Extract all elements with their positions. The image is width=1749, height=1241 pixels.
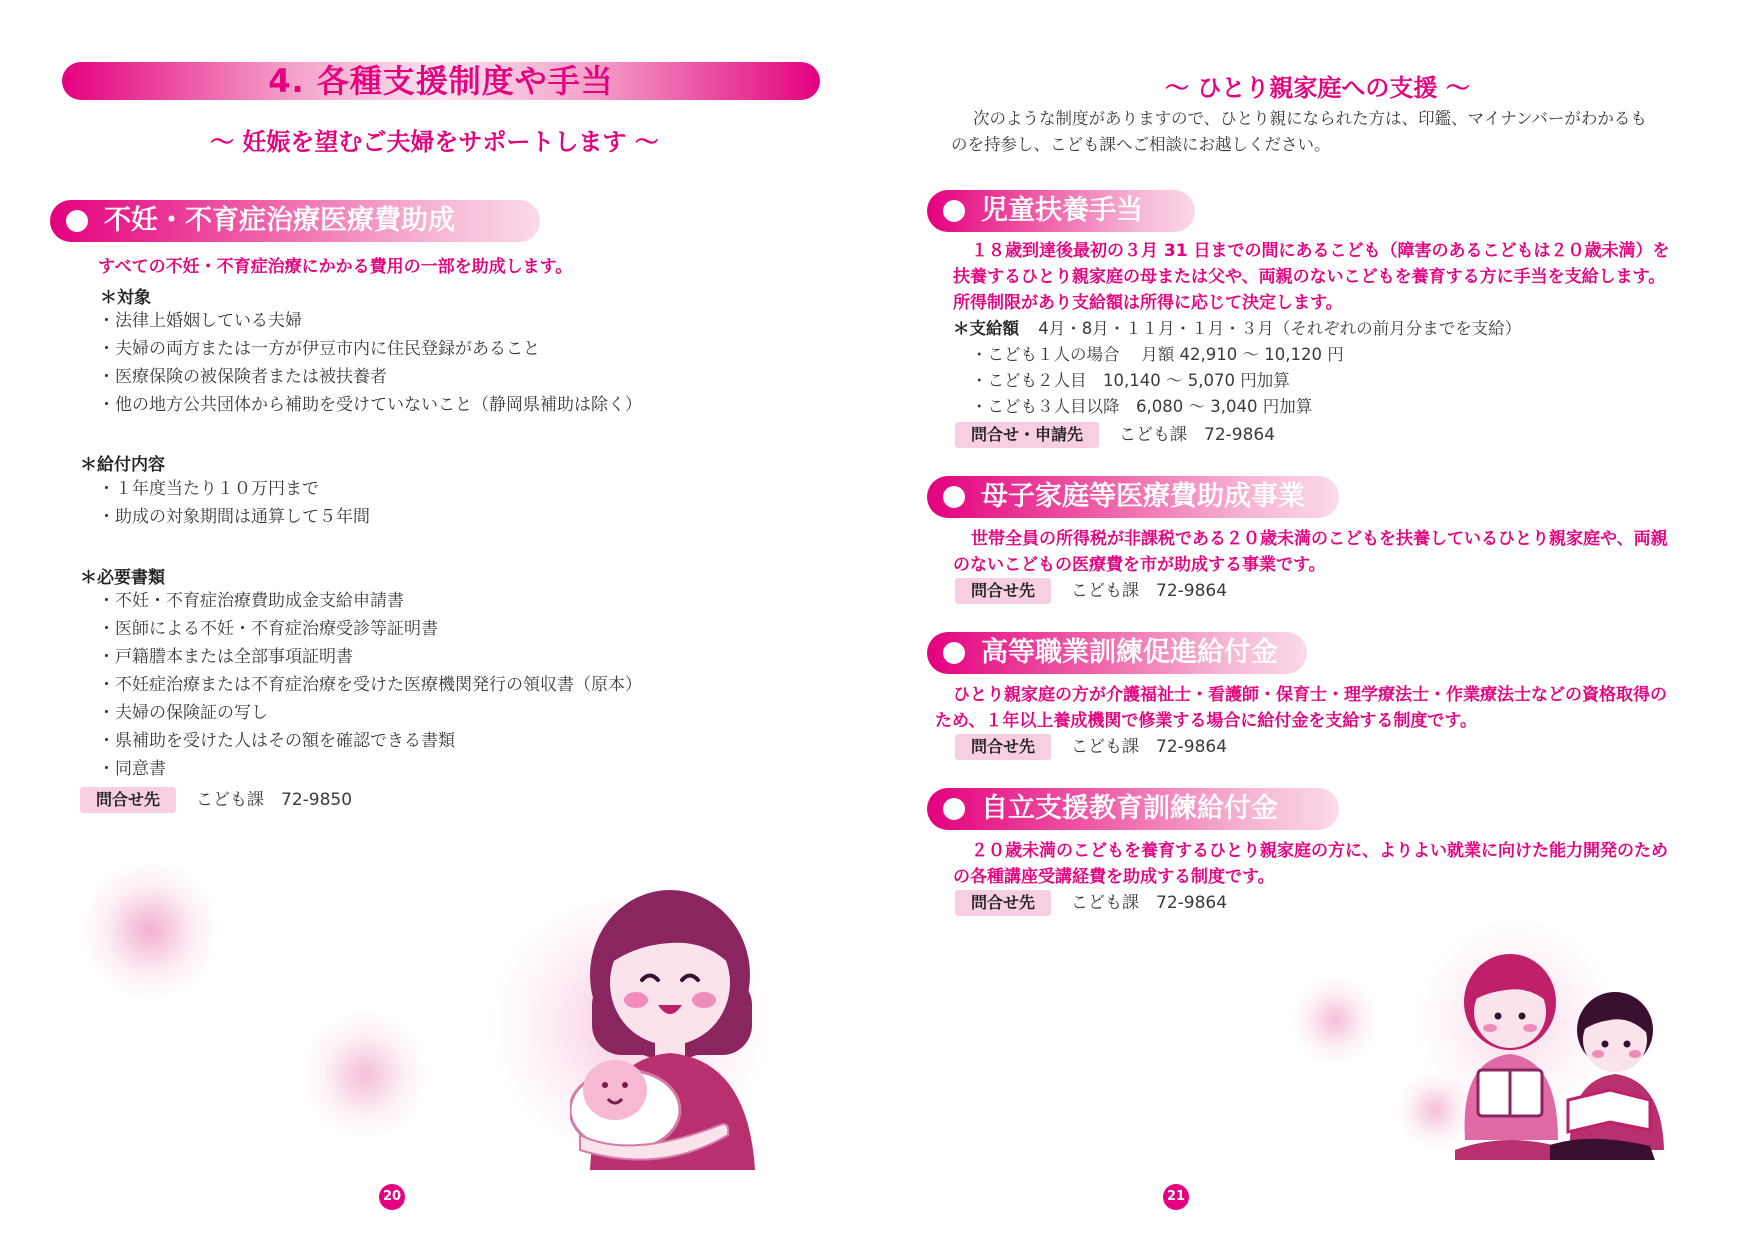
docs-list [98, 587, 642, 783]
list-item: ・同意書 [98, 759, 166, 779]
right-page [875, 0, 1749, 1241]
left-page [0, 0, 874, 1241]
chapter-heading-banner [62, 62, 820, 100]
mother-holding-baby-illustration [570, 885, 780, 1170]
section-header-infertility [50, 200, 540, 242]
section-title: 不妊・不育症治療医療費助成 [104, 205, 455, 236]
decorative-blob [80, 860, 220, 1000]
decorative-blob [1290, 975, 1380, 1065]
contact-row [955, 578, 1227, 604]
amount-months: 4月・8月・１１月・１月・３月（それぞれの前月分までを支給） [1038, 319, 1522, 338]
list-item: ・県補助を受けた人はその額を確認できる書類 [98, 731, 455, 751]
list-item: ・夫婦の両方または一方が伊豆市内に住民登録があること [98, 339, 540, 359]
contact-row [955, 734, 1227, 760]
intro-text [951, 106, 1647, 158]
contact-value: こども課 72-9864 [1071, 581, 1228, 601]
list-item: ・助成の対象期間は通算して５年間 [98, 507, 370, 527]
section-header-education-training [927, 788, 1339, 830]
contact-value: こども課 72-9850 [196, 790, 353, 810]
section-body [953, 526, 1668, 578]
section-header-vocational-training [927, 632, 1307, 674]
list-item: ・夫婦の保険証の写し [98, 703, 268, 723]
left-subtitle: ～ 妊娠を望むご夫婦をサポートします ～ [210, 128, 659, 156]
white-circle-icon [943, 200, 965, 222]
section-title: 自立支援教育訓練給付金 [981, 793, 1278, 824]
body-line: １８歳到達後最初の３月 31 日までの間にあるこども（障害のあるこどもは２０歳未満）を [971, 241, 1670, 261]
body-line: 扶養するひとり親家庭の母または父や、両親のないこどもを養育する方に手当を支給します。 [953, 267, 1666, 287]
right-subtitle: ～ ひとり親家庭への支援 ～ [1165, 74, 1470, 102]
body-line: ひとり親家庭の方が介護福祉士・看護師・保育士・理学療法士・作業療法士などの資格取得の [953, 685, 1667, 705]
list-item: ・１年度当たり１０万円まで [98, 479, 319, 499]
contact-label: 問合せ先 [80, 787, 176, 813]
intro-line: 次のような制度がありますので、ひとり親になられた方は、印鑑、マイナンバーがわかるも [973, 109, 1647, 128]
benefit-label: ＊給付内容 [80, 455, 165, 475]
section-body [953, 238, 1670, 316]
list-item: ・不妊症治療または不育症治療を受けた医療機関発行の領収書（原本） [98, 675, 642, 695]
list-item: ・医療保険の被保険者または被扶養者 [98, 367, 387, 387]
amount-block [953, 316, 1521, 420]
body-line: のないこどもの医療費を市が助成する事業です。 [953, 555, 1326, 575]
children-reading-books-illustration [1450, 950, 1680, 1160]
chapter-heading: 4. 各種支援制度や手当 [268, 62, 614, 100]
body-line: ２０歳未満のこどもを養育するひとり親家庭の方に、よりよい就業に向けた能力開発のため [971, 841, 1668, 861]
amount-item: ・こども３人目以降 6,080 ～ 3,040 円加算 [971, 397, 1313, 416]
contact-value: こども課 72-9864 [1119, 425, 1276, 445]
intro-line: のを持参し、こども課へご相談にお越しください。 [951, 135, 1331, 154]
list-item: ・不妊・不育症治療費助成金支給申請書 [98, 591, 404, 611]
page-number: 20 [379, 1184, 405, 1210]
page-number: 21 [1163, 1184, 1189, 1210]
contact-value: こども課 72-9864 [1071, 737, 1228, 757]
body-line: 世帯全員の所得税が非課税である２０歳未満のこどもを扶養しているひとり親家庭や、両親 [971, 529, 1668, 549]
white-circle-icon [943, 642, 965, 664]
section-body [935, 682, 1667, 734]
body-line: の各種講座受講経費を助成する制度です。 [953, 867, 1275, 887]
contact-row [80, 787, 352, 813]
benefit-list [98, 475, 370, 531]
contact-row [955, 890, 1227, 916]
list-item: ・医師による不妊・不育症治療受診等証明書 [98, 619, 438, 639]
section-header-child-allowance [927, 190, 1195, 232]
white-circle-icon [943, 798, 965, 820]
docs-label: ＊必要書類 [80, 568, 165, 588]
body-line: ため、１年以上養成機関で修業する場合に給付金を支給する制度です。 [935, 711, 1477, 731]
amount-item: ・こども１人の場合 月額 42,910 ～ 10,120 円 [971, 345, 1344, 364]
section-lead: すべての不妊・不育症治療にかかる費用の一部を助成します。 [98, 257, 573, 277]
contact-value: こども課 72-9864 [1071, 893, 1228, 913]
contact-label: 問合せ先 [955, 734, 1051, 760]
list-item: ・他の地方公共団体から補助を受けていないこと（静岡県補助は除く） [98, 395, 642, 415]
section-body [953, 838, 1668, 890]
white-circle-icon [66, 210, 88, 232]
contact-label: 問合せ先 [955, 890, 1051, 916]
section-title: 母子家庭等医療費助成事業 [981, 481, 1305, 512]
amount-label: ＊支給額 [953, 319, 1019, 338]
body-line: 所得制限があり支給額は所得に応じて決定します。 [953, 293, 1343, 313]
list-item: ・法律上婚姻している夫婦 [98, 311, 302, 331]
contact-row [955, 422, 1275, 448]
section-title: 児童扶養手当 [981, 195, 1143, 226]
target-label: ＊対象 [100, 288, 151, 308]
list-item: ・戸籍謄本または全部事項証明書 [98, 647, 353, 667]
white-circle-icon [943, 486, 965, 508]
decorative-blob [300, 1010, 430, 1140]
section-header-single-mother-medical [927, 476, 1339, 518]
amount-item: ・こども２人目 10,140 ～ 5,070 円加算 [971, 371, 1290, 390]
contact-label: 問合せ・申請先 [955, 422, 1099, 448]
target-list [98, 307, 642, 419]
section-title: 高等職業訓練促進給付金 [981, 637, 1278, 668]
contact-label: 問合せ先 [955, 578, 1051, 604]
